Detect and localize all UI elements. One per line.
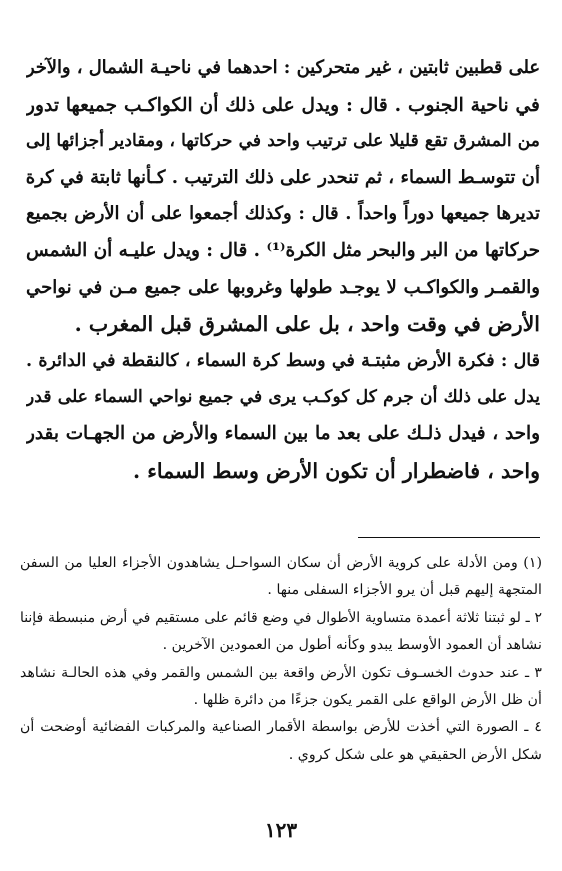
footnote-line: أن ظل الأرض الواقع على القمر يكون جزءًا من دائرة ظلها .: [193, 691, 542, 708]
text-line: على قطبين ثابتين ، غير متحركين : احدهما في ناحيـة الشمال ، والآخر: [26, 57, 540, 78]
footnotes-block: [20, 550, 542, 769]
text-line: يدل على ذلك أن جرم كل كوكـب يرى في جميع نواحي السماء على قدر: [26, 387, 540, 408]
footnote-line: المتجهة إليهم قبل أن يرو الأجزاء السفلى منها .: [267, 582, 542, 599]
text-line: أن تتوسـط السماء ، ثم تنحدر على ذلك الترتيب . كـأنها ثابتة في كرة: [26, 166, 540, 188]
footnote-line: نشاهد أن العمود الأوسط يبدو وكأنه أطول من العمودين الآخرين .: [162, 637, 542, 654]
text-line: من المشرق تقع قليلا على ترتيب واحد في حركاتها ، ومقادير أجزائها إلى: [26, 131, 540, 152]
text-line: تديرها جميعها دوراً واحداً . قال : وكذلك أجمعوا على أن الأرض بجميع: [26, 203, 540, 225]
text-line: والقمـر والكواكـب لا يوجـد طولها وغروبها على جميع مـن في نواحي: [26, 276, 540, 298]
text-line: في ناحية الجنوب . قال : ويدل على ذلك أن الكواكـب جميعها تدور: [26, 93, 540, 116]
text-line: واحد ، فاضطرار أن تكون الأرض وسط السماء .: [132, 458, 540, 483]
footnote-line: ٢ ـ لو ثبتنا ثلاثة أعمدة متساوية الأطوال في وضع قائم على مستقيم في أرض منبسطة فإننا: [20, 609, 542, 626]
main-text-block: [26, 50, 540, 489]
footnote-line: (١) ومن الأدلة على كروية الأرض أن سكان السواحـل يشاهدون الأجزاء العليا من السفن: [20, 555, 542, 571]
footnote-divider: [358, 537, 540, 538]
page-number: ١٢٣: [264, 818, 298, 842]
footnote-line: ٤ ـ الصورة التي أخذت للأرض بواسطة الأقمار الصناعية والمركبات الفضائية أوضحت أن: [20, 719, 542, 736]
text-line: حركاتها من البر والبحر مثل الكرة⁽¹⁾ . قال : ويدل عليـه أن الشمس: [26, 239, 540, 261]
footnote-line: شكل الأرض الحقيقي هو على شكل كروي .: [288, 746, 542, 763]
text-line: الأرض في وقت واحد ، بل على المشرق قبل المغرب .: [74, 312, 540, 337]
text-line: واحد ، فيدل ذلـك على بعد ما بين السماء والأرض من الجهـات بقدر: [26, 422, 540, 444]
footnote-line: ٣ ـ عند حدوث الخسـوف تكون الأرض واقعة بين الشمس والقمر وفي هذه الحالـة نشاهد: [20, 664, 542, 681]
text-line: قال : فكرة الأرض مثبتـة في وسط كرة السماء ، كالنقطة في الدائرة .: [26, 350, 540, 371]
